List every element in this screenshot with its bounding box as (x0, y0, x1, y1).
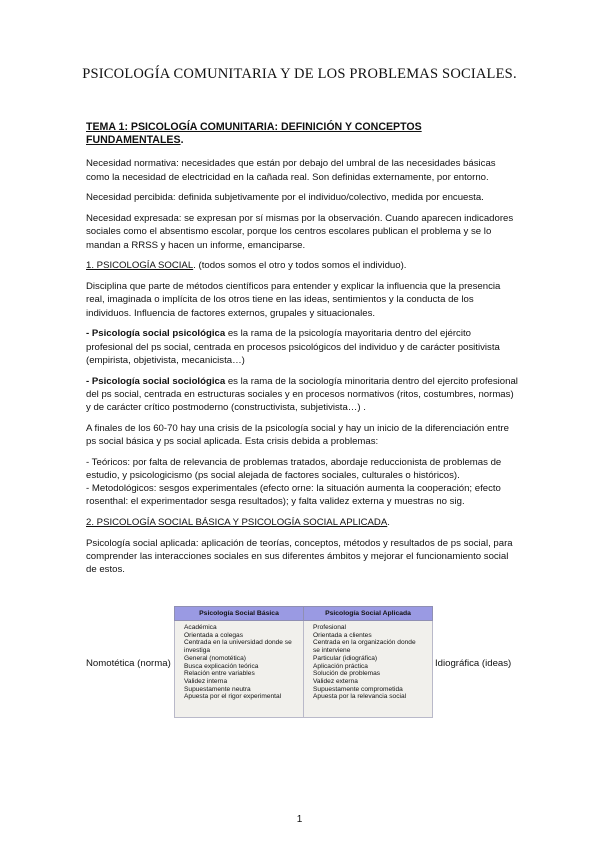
crisis-problems-list (86, 456, 518, 509)
document-body (86, 121, 518, 584)
comparison-table-header-row (175, 607, 433, 621)
list-item: Busca explicación teórica (184, 662, 259, 670)
list-item: Apuesta por la relevancia social (313, 693, 407, 701)
pss-term: - Psicología social sociológica (86, 375, 226, 387)
nomotetica-label: Nomotética (norma) (86, 658, 171, 669)
comparison-table-body-row (175, 621, 433, 718)
paragraph-crisis: A finales de los 60-70 hay una crisis de la psicología social y hay un inicio de la diferenciación entre ps social básica y ps social aplicada. Esta crisis debida a problemas: (86, 422, 509, 448)
tema1-heading-suffix: . (180, 134, 184, 147)
paragraph-necesidad-expresada: Necesidad expresada: se expresan por sí mismas por la observación. Cuando aparecen indicadores sociales como el absentismo escolar, porque los centros escolares publican el problema y se lo mandan a RRSS y hacen un informe, emanciparse. (86, 213, 514, 251)
psp-term: - Psicología social psicológica (86, 328, 226, 340)
paragraph-psicologia-social-aplicada: Psicología social aplicada: aplicación de teorías, conceptos, métodos y resultados de ps social, para comprender las interacciones sociales en sus diferentes ámbitos y mejorar el funcionamiento social de estos. (86, 538, 513, 576)
list-item: Solución de problemas (313, 670, 381, 678)
list-item: Centrada en la organización donde se interviene (313, 639, 416, 655)
paragraph-psicologia-social-psicologica (86, 327, 518, 367)
column-header-aplicada: Psicología Social Aplicada (304, 607, 433, 621)
list-item: Relación entre variables (184, 670, 255, 678)
paragraph-disciplina: Disciplina que parte de métodos científicos para entender y explicar la influencia que la presencia real, imaginada o implícita de los otros tiene en las ideas, sentimientos y la conducta de los individuos. Influencia de factores externos, grupales y situacionales. (86, 281, 501, 319)
column-basica-cell (175, 621, 304, 718)
section2-heading-suffix: . (387, 517, 390, 529)
section2-heading (86, 516, 518, 529)
list-item: General (nomotética) (184, 654, 246, 662)
list-item: Validez interna (184, 677, 228, 685)
list-item: Académica (184, 624, 217, 631)
list-item: Orientada a clientes (313, 631, 372, 639)
comparison-table (174, 606, 433, 718)
paragraph-necesidad-normativa: Necesidad normativa: necesidades que están por debajo del umbral de las necesidades básicas como la necesidad de electricidad en la cañada real. Son definidas externamente, por entorno. (86, 158, 496, 183)
list-item: Validez externa (313, 677, 358, 685)
section1-heading (86, 259, 518, 272)
idiografica-label: Idiográfica (ideas) (435, 658, 512, 669)
list-item: Supuestamente neutra (184, 685, 251, 693)
list-item-metodologicos: - Metodológicos: sesgos experimentales (efecto orne: la situación aumenta la cooperación; efecto rosenthal: el experimentador sesga resultados); y falta validez externa y muestras no sig. (86, 483, 501, 508)
paragraph-psicologia-social-sociologica (86, 375, 518, 415)
section2-heading-text: 2. PSICOLOGÍA SOCIAL BÁSICA Y PSICOLOGÍA SOCIAL APLICADA (86, 517, 388, 529)
comparison-figure (86, 606, 518, 722)
list-item: Centrada en la universidad donde se investiga (184, 639, 292, 655)
tema1-heading (86, 121, 518, 147)
list-item-teoricos: - Teóricos: por falta de relevancia de problemas tratados, abordaje reduccionista de problemas de estudio, y psicologicismo (ps social alejada de factores sociales, culturales o históricos). (86, 456, 502, 482)
paragraph-necesidad-percibida: Necesidad percibida: definida subjetivamente por el individuo/colectivo, medida por encuesta. (86, 192, 484, 204)
column-header-basica: Psicología Social Básica (175, 607, 304, 621)
list-item: Profesional (313, 624, 346, 631)
list-item: Apuesta por el rigor experimental (184, 693, 282, 701)
column-aplicada-cell (304, 621, 433, 718)
section1-heading-text: 1. PSICOLOGÍA SOCIAL (86, 260, 194, 272)
pss-definition: es la rama de la sociología minoritaria dentro del ejercito profesional del ps social, centrada en estructuras sociales y en procesos normativos (ritos, costumbres, normas) y de carácter crítico postmoderno (constructivista, subjetivista…) . (86, 375, 518, 414)
list-item: Aplicación práctica (313, 662, 368, 670)
list-item: Particular (idiográfica) (313, 654, 378, 662)
list-item: Supuestamente comprometida (313, 685, 403, 693)
list-item: Orientada a colegas (184, 631, 244, 639)
psp-definition: es la rama de la psicología mayoritaria dentro del ejército profesional del ps social, centrada en procesos psicológicos del individuo y de carácter positivista (empirista, objetivista, mecanicista…) (86, 328, 500, 366)
tema1-heading-text: TEMA 1: PSICOLOGÍA COMUNITARIA: DEFINICIÓN Y CONCEPTOS FUNDAMENTALES (86, 121, 422, 147)
page-number: 1 (296, 814, 303, 825)
section1-heading-rest: . (todos somos el otro y todos somos el individuo). (193, 260, 407, 272)
document-title: PSICOLOGÍA COMUNITARIA Y DE LOS PROBLEMAS SOCIALES. (82, 66, 517, 82)
